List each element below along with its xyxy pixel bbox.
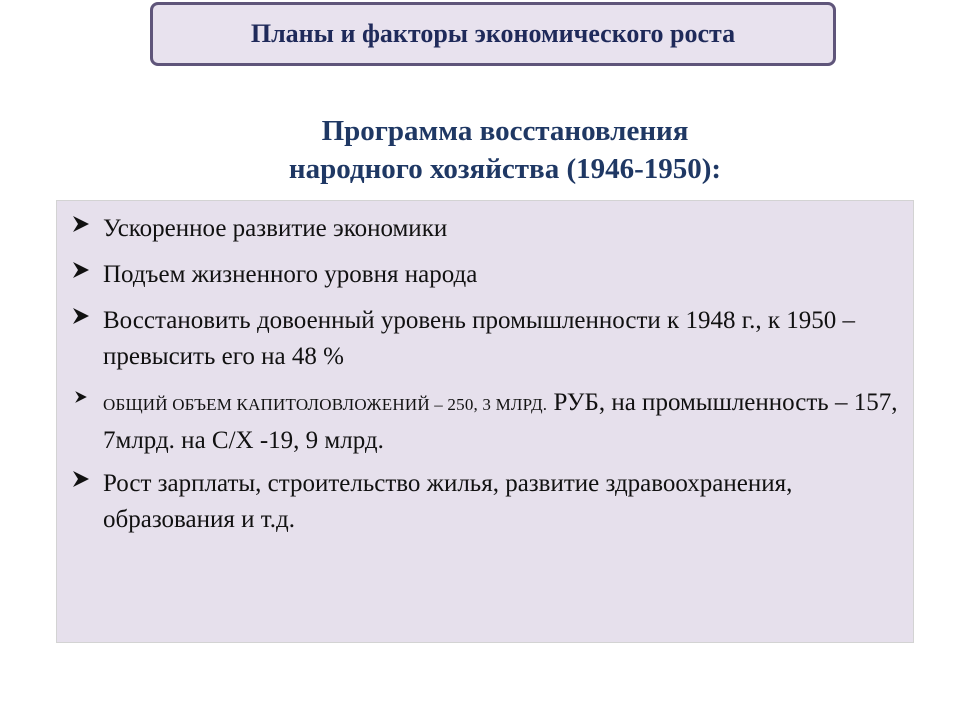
list-item-text: Ускоренное развитие экономики xyxy=(103,215,448,242)
list-item xyxy=(70,257,900,293)
arrowhead-bullet-icon xyxy=(70,213,92,235)
list-item-text: Подъем жизненного уровня народа xyxy=(103,261,478,288)
arrowhead-bullet-icon xyxy=(70,468,92,490)
section-heading xyxy=(200,112,810,188)
list-item-smallcaps-text: ОБЩИЙ ОБЪЕМ КАПИТОЛОВЛОЖЕНИЙ – 250, 3 МЛРД. xyxy=(103,395,548,414)
list-item-text-continuation: РУБ, на промышленность – 157, 7млрд. на С/Х -19, 9 млрд. xyxy=(103,389,898,454)
list-item-text: Рост зарплаты, строительство жилья, развитие здравоохранения, образования и т.д. xyxy=(103,470,793,533)
arrowhead-bullet-icon xyxy=(70,305,92,327)
list-item-text: Восстановить довоенный уровень промышленности к 1948 г., к 1950 – превысить его на 48 % xyxy=(103,307,856,370)
list-item xyxy=(70,466,900,538)
arrowhead-bullet-icon xyxy=(73,389,89,405)
content-panel xyxy=(56,200,914,643)
section-heading-line-2: народного хозяйства (1946-1950): xyxy=(288,153,722,185)
slide-title-box xyxy=(150,2,836,66)
section-heading-line-1: Программа восстановления xyxy=(321,115,689,147)
list-item-text xyxy=(103,385,900,459)
slide-title: Планы и факторы экономического роста xyxy=(250,19,736,48)
list-item xyxy=(70,211,900,247)
arrowhead-bullet-icon xyxy=(70,259,92,281)
list-item xyxy=(70,303,900,375)
list-item xyxy=(70,385,900,459)
